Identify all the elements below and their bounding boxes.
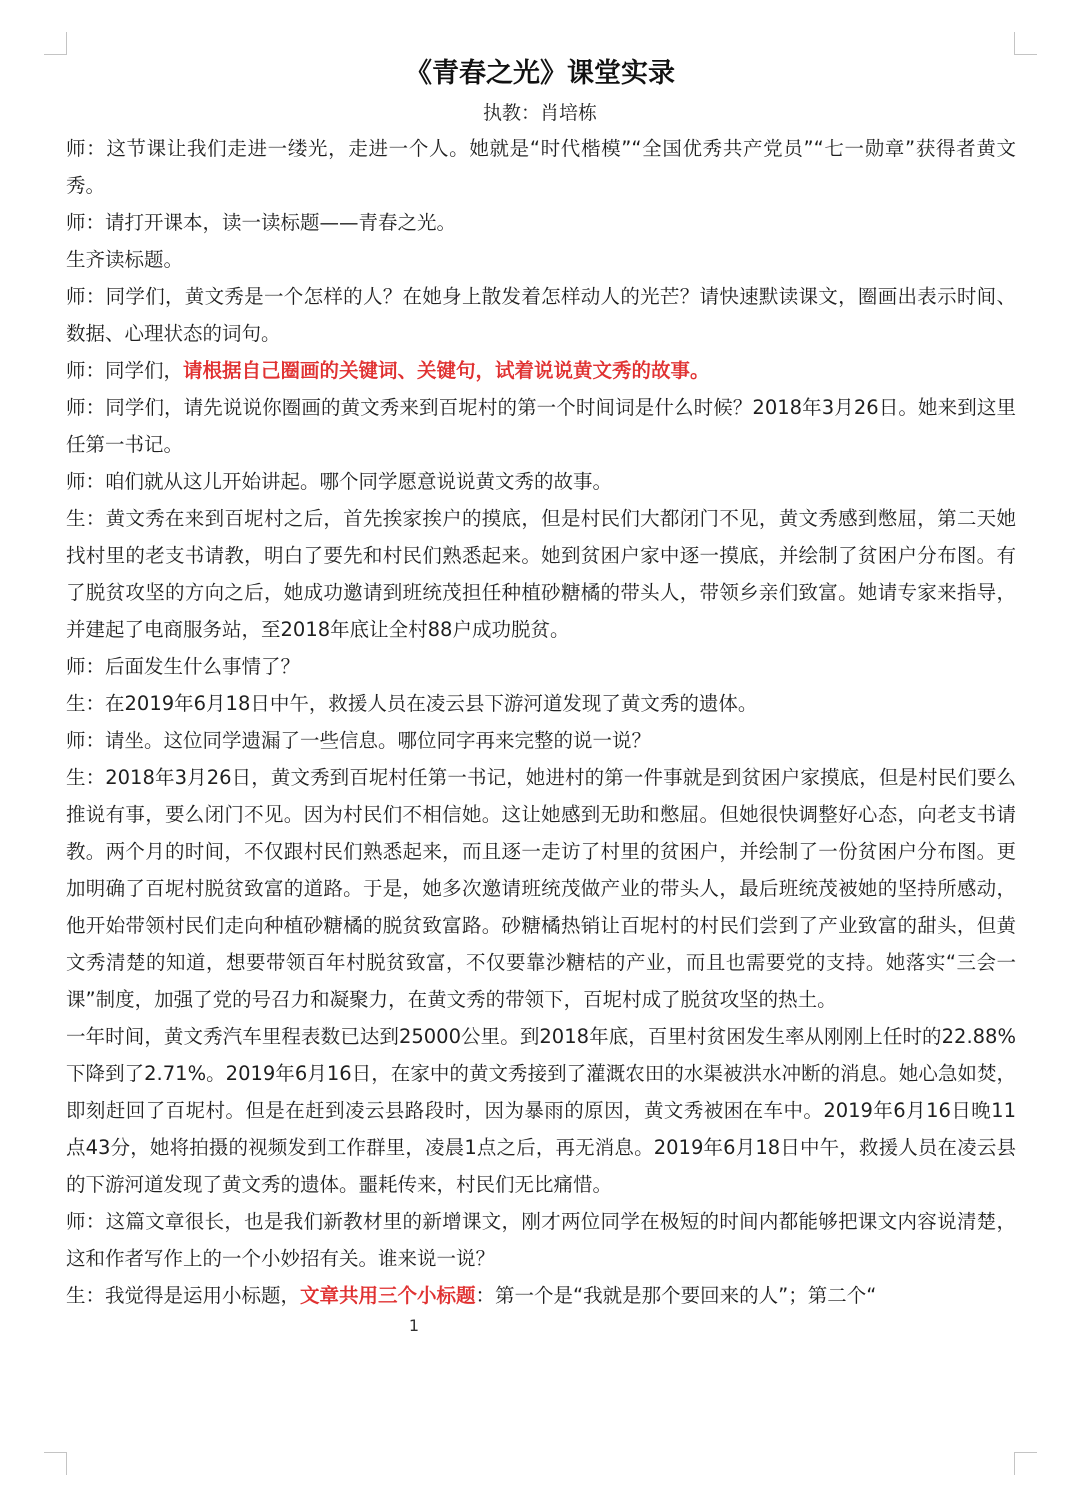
paragraph-student-story-2: 生：2018年3月26日，黄文秀到百坭村任第一书记，她进村的第一件事就是到贫困户家摸底，但是村民们要么推说有事，要么闭门不见。因为村民们不相信她。这让她感到无助和憋屈。但她很快调整好心态，向老支书请教。两个月的时间，不仅跟村民们熟悉起来，而且逐一走访了村里的贫困户，并绘制了一份贫困户分布图。更加明确了百坭村脱贫致富的道路。于是，她多次邀请班统茂做产业的带头人，最后班统茂被她的坚持所感动，他开始带领村民们走向种植砂糖橘的脱贫致富路。砂糖橘热销让百坭村的村民们尝到了产业致富的甜头，但黄文秀清楚的知道，想要带领百年村脱贫致富，不仅要靠沙糖桔的产业，而且也需要党的支持。她落实“三会一课”制度，加强了党的号召力和凝聚力，在黄文秀的带领下，百坭村成了脱贫攻坚的热土。	[66, 766, 1016, 1011]
paragraph-read-title: 师：请打开课本，读一读标题——青春之光。	[66, 211, 457, 234]
paragraph-intro: 师：这节课让我们走进一缕光，走进一个人。她就是“时代楷模”“全国优秀共产党员”“七一勋章”获得者黄文秀。	[66, 137, 1016, 197]
page-number: 1	[408, 1316, 420, 1335]
paragraph-student-answer: 生：在2019年6月18日中午，救援人员在凌云县下游河道发现了黄文秀的遗体。	[66, 692, 758, 715]
paragraph-student-story-1: 生：黄文秀在来到百坭村之后，首先挨家挨户的摸底，但是村民们大都闭门不见，黄文秀感到憋屈，第二天她找村里的老支书请教，明白了要先和村民们熟悉起来。她到贫困户家中逐一摸底，并绘制了贫困户分布图。有了脱贫攻坚的方向之后，她成功邀请到班统茂担任种植砂糖橘的带头人，带领乡亲们致富。她请专家来指导，并建起了电商服务站，至2018年底让全村88户成功脱贫。	[66, 507, 1016, 641]
crop-mark-bottom-right	[1014, 1452, 1037, 1475]
crop-mark-top-left	[44, 32, 67, 55]
transcript-body	[66, 130, 1016, 1314]
paragraph-subtitles	[66, 1277, 1016, 1314]
paragraph-long-article: 师：这篇文章很长，也是我们新教材里的新增课文，刚才两位同学在极短的时间内都能够把课文内容说清楚，这和作者写作上的一个小妙招有关。谁来说一说？	[66, 1210, 1016, 1270]
paragraph-question: 师：同学们，黄文秀是一个怎样的人？在她身上散发着怎样动人的光芒？请快速默读课文，圈画出表示时间、数据、心理状态的词句。	[66, 285, 1016, 345]
paragraph-subtitles-suffix: ：第一个是“我就是那个要回来的人”；第二个“	[475, 1284, 877, 1307]
paragraph-what-next: 师：后面发生什么事情了？	[66, 655, 301, 678]
document-title: 《青春之光》课堂实录	[405, 58, 675, 89]
paragraph-task	[66, 352, 1016, 389]
crop-mark-bottom-left	[44, 1452, 67, 1475]
highlighted-subtitles: 文章共用三个小标题	[300, 1284, 476, 1307]
highlighted-instruction: 请根据自己圈画的关键词、关键句，试着说说黄文秀的故事。	[183, 359, 710, 382]
paragraph-one-year: 一年时间，黄文秀汽车里程表数已达到25000公里。到2018年底，百里村贫困发生率从刚刚上任时的22.88%下降到了2.71%。2019年6月16日，在家中的黄文秀接到了灌溉农田的水渠被洪水冲断的消息。她心急如焚，即刻赶回了百坭村。但是在赶到凌云县路段时，因为暴雨的原因，黄文秀被困在车中。2019年6月16日晚11点43分，她将拍摄的视频发到工作群里，凌晨1点之后，再无消息。2019年6月18日中午，救援人员在凌云县的下游河道发现了黄文秀的遗体。噩耗传来，村民们无比痛惜。	[66, 1025, 1016, 1196]
paragraph-subtitles-prefix: 生：我觉得是运用小标题，	[66, 1284, 301, 1307]
paragraph-students-read: 生齐读标题。	[66, 248, 184, 271]
paragraph-start-story: 师：咱们就从这儿开始讲起。哪个同学愿意说说黄文秀的故事。	[66, 470, 613, 493]
crop-mark-top-right	[1014, 32, 1037, 55]
paragraph-task-prefix: 师：同学们，	[66, 359, 184, 382]
teacher-line: 执教：肖培栋	[482, 102, 597, 124]
paragraph-first-time: 师：同学们，请先说说你圈画的黄文秀来到百坭村的第一个时间词是什么时候？2018年3月26日。她来到这里任第一书记。	[66, 396, 1016, 456]
paragraph-please-sit: 师：请坐。这位同学遗漏了一些信息。哪位同字再来完整的说一说？	[66, 729, 652, 752]
